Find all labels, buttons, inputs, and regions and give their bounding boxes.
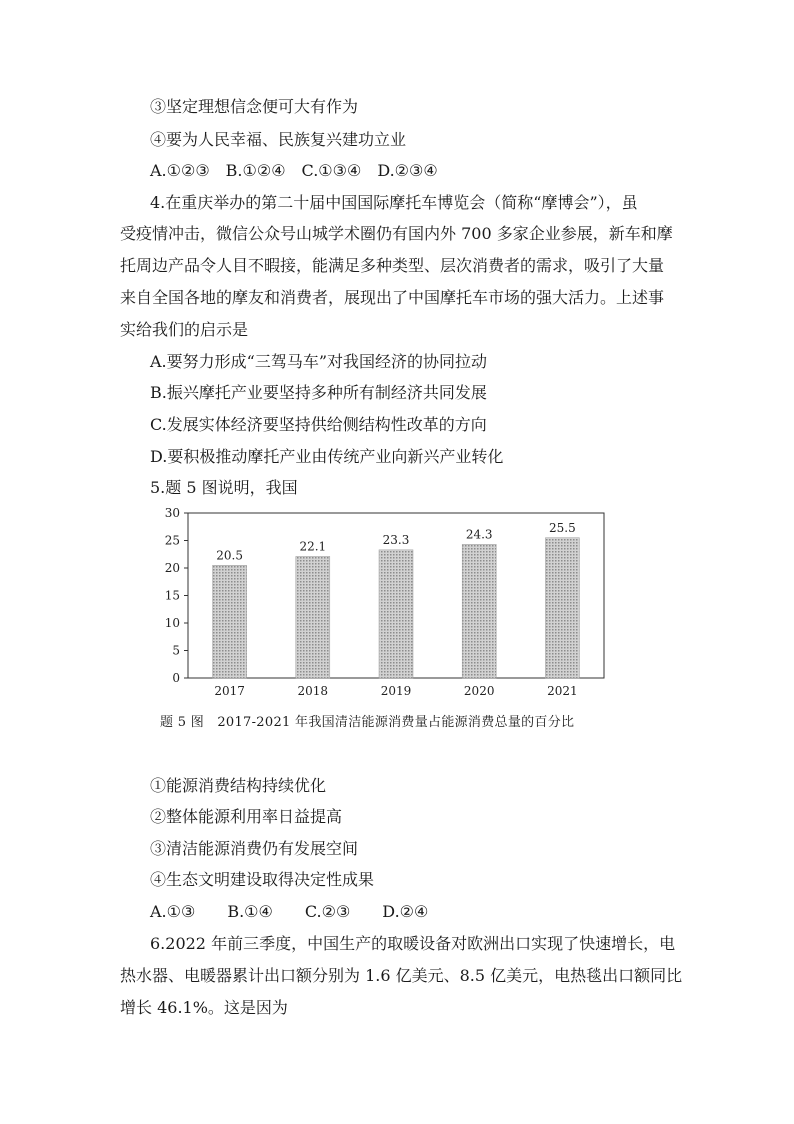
q6-stem-line-1: 6.2022 年前三季度，中国生产的取暖设备对欧洲出口实现了快速增长，电	[150, 934, 676, 953]
bar-2021	[545, 538, 579, 678]
q3-answer-choices: A.①②③ B.①②④ C.①③④ D.②③④	[150, 161, 438, 180]
bar-chart	[150, 503, 630, 703]
bar-2020	[462, 544, 496, 678]
chart-caption: 题 5 图 2017-2021 年我国清洁能源消费量占能源消费总量的百分比	[160, 715, 575, 730]
q5-answer-choices: A.①③ B.①④ C.②③ D.②④	[150, 902, 429, 921]
q5-statement-1: ①能源消费结构持续优化	[150, 776, 327, 795]
y-tick-label: 30	[164, 506, 180, 520]
q5-statement-2: ②整体能源利用率日益提高	[150, 807, 343, 826]
y-axis	[165, 506, 188, 685]
q4-stem-line-1: 4.在重庆举办的第二十届中国国际摩托车博览会（简称“摩博会”），虽	[150, 193, 638, 212]
data-label-2018: 22.1	[299, 539, 327, 554]
q4-stem-line-2: 受疫情冲击，微信公众号山城学术圈仍有国内外 700 多家企业参展，新车和摩	[120, 224, 673, 243]
option-4-statement: ④要为人民幸福、民族复兴建功立业	[150, 130, 407, 149]
q6-stem-line-3: 增长 46.1%。这是因为	[120, 998, 288, 1017]
q5-statement-3: ③清洁能源消费仍有发展空间	[150, 839, 359, 858]
y-tick-label: 10	[164, 616, 180, 630]
q4-option-d: D.要积极推动摩托产业由传统产业向新兴产业转化	[150, 447, 504, 466]
x-tick-label-2018: 2018	[297, 684, 329, 698]
y-tick-label: 5	[172, 643, 180, 658]
q4-option-a: A.要努力形成“三驾马车”对我国经济的协同拉动	[150, 352, 488, 371]
y-tick-label: 20	[164, 561, 180, 575]
q4-stem-line-5: 实给我们的启示是	[120, 320, 249, 339]
q4-stem-line-3: 托周边产品令人目不暇接，能满足多种类型、层次消费者的需求，吸引了大量	[120, 256, 665, 275]
data-label-2020: 24.3	[465, 527, 493, 542]
q4-option-b: B.振兴摩托产业要坚持多种所有制经济共同发展	[150, 383, 487, 402]
x-tick-label-2019: 2019	[380, 684, 412, 698]
data-label-2019: 23.3	[382, 532, 410, 547]
y-tick-label: 15	[164, 588, 180, 603]
x-axis	[214, 684, 577, 698]
bar-2019	[379, 550, 413, 678]
q4-stem-line-4: 来自全国各地的摩友和消费者，展现出了中国摩托车市场的强大活力。上述事	[120, 288, 665, 307]
bar-2017	[213, 565, 247, 678]
x-tick-label-2017: 2017	[214, 684, 245, 698]
bars	[213, 538, 580, 678]
bar-2018	[296, 556, 330, 678]
q4-option-c: C.发展实体经济要坚持供给侧结构性改革的方向	[150, 415, 487, 434]
x-tick-label-2020: 2020	[463, 684, 495, 698]
q5-statement-4: ④生态文明建设取得决定性成果	[150, 870, 375, 889]
q5-stem: 5.题 5 图说明，我国	[150, 478, 298, 497]
y-tick-label: 0	[172, 671, 180, 685]
x-tick-label-2021: 2021	[547, 684, 578, 698]
data-label-2017: 20.5	[216, 548, 243, 563]
y-tick-label: 25	[164, 533, 180, 548]
data-label-2021: 25.5	[549, 520, 576, 535]
bar-chart-svg	[150, 503, 630, 703]
option-3-statement: ③坚定理想信念便可大有作为	[150, 97, 359, 116]
q6-stem-line-2: 热水器、电暖器累计出口额分别为 1.6 亿美元、8.5 亿美元，电热毯出口额同比	[120, 966, 683, 985]
